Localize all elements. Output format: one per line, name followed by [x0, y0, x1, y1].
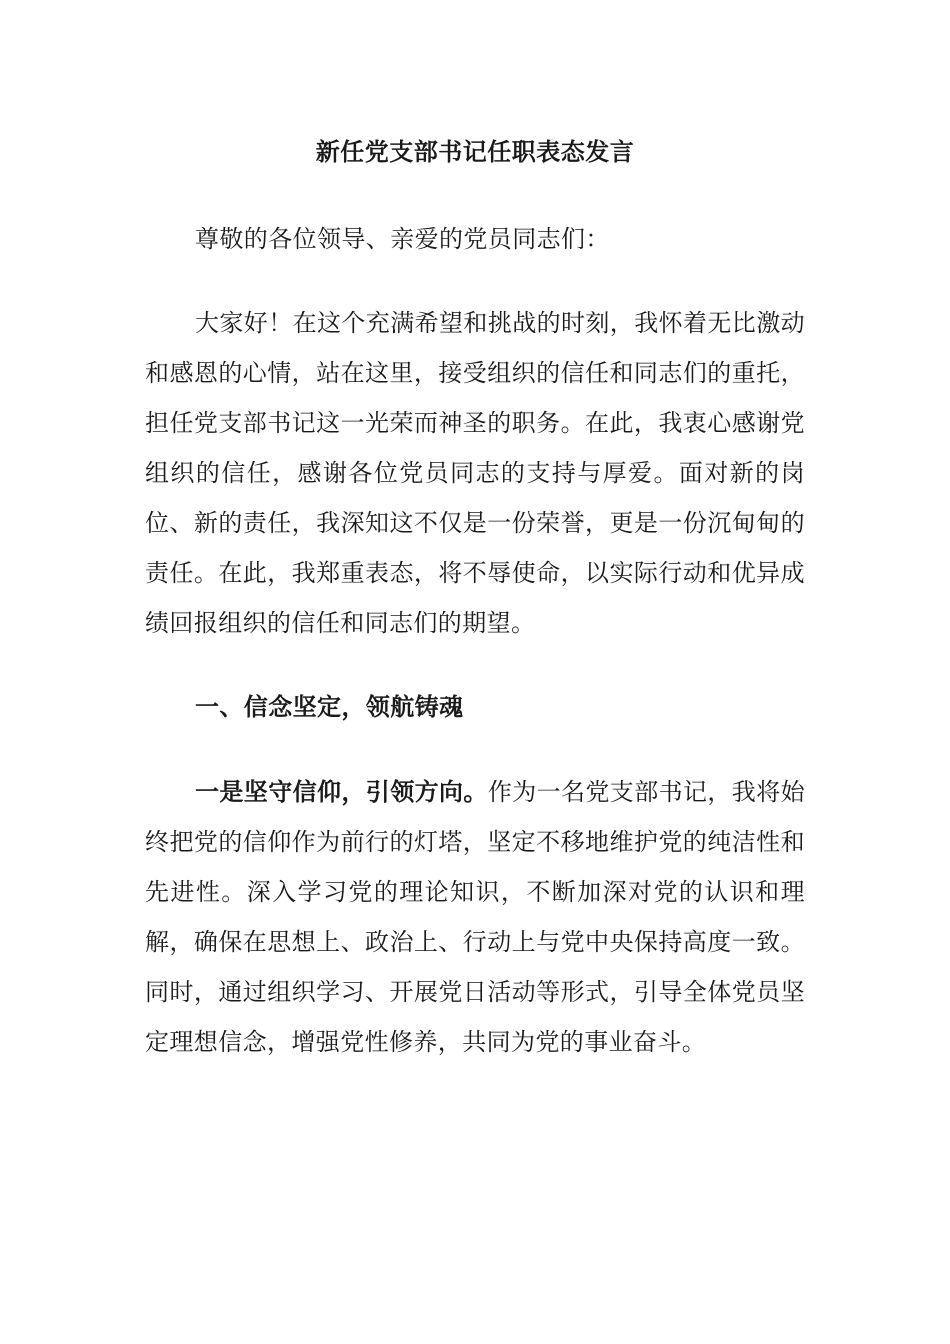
section-heading-1: 一、信念坚定，领航铸魂	[195, 693, 464, 721]
document-title: 新任党支部书记任职表态发言	[315, 138, 635, 166]
body-paragraph-1	[145, 767, 805, 1067]
salutation: 尊敬的各位领导、亲爱的党员同志们：	[195, 225, 610, 253]
paragraph-lead-phrase: 一是坚守信仰，引领方向。	[195, 778, 488, 806]
opening-paragraph: 大家好！在这个充满希望和挑战的时刻，我怀着无比激动和感恩的心情，站在这里，接受组织的信任和同志们的重托，担任党支部书记这一光荣而神圣的职务。在此，我衷心感谢党组织的信任，感谢各位党员同志的支持与厚爱。面对新的岗位、新的责任，我深知这不仅是一份荣誉，更是一份沉甸甸的责任。在此，我郑重表态，将不辱使命，以实际行动和优异成绩回报组织的信任和同志们的期望。	[145, 309, 805, 637]
paragraph-body-text: 作为一名党支部书记，我将始终把党的信仰作为前行的灯塔，坚定不移地维护党的纯洁性和先进性。深入学习党的理论知识，不断加深对党的认识和理解，确保在思想上、政治上、行动上与党中央保持高度一致。同时，通过组织学习、开展党日活动等形式，引导全体党员坚定理想信念，增强党性修养，共同为党的事业奋斗。	[145, 778, 806, 1056]
